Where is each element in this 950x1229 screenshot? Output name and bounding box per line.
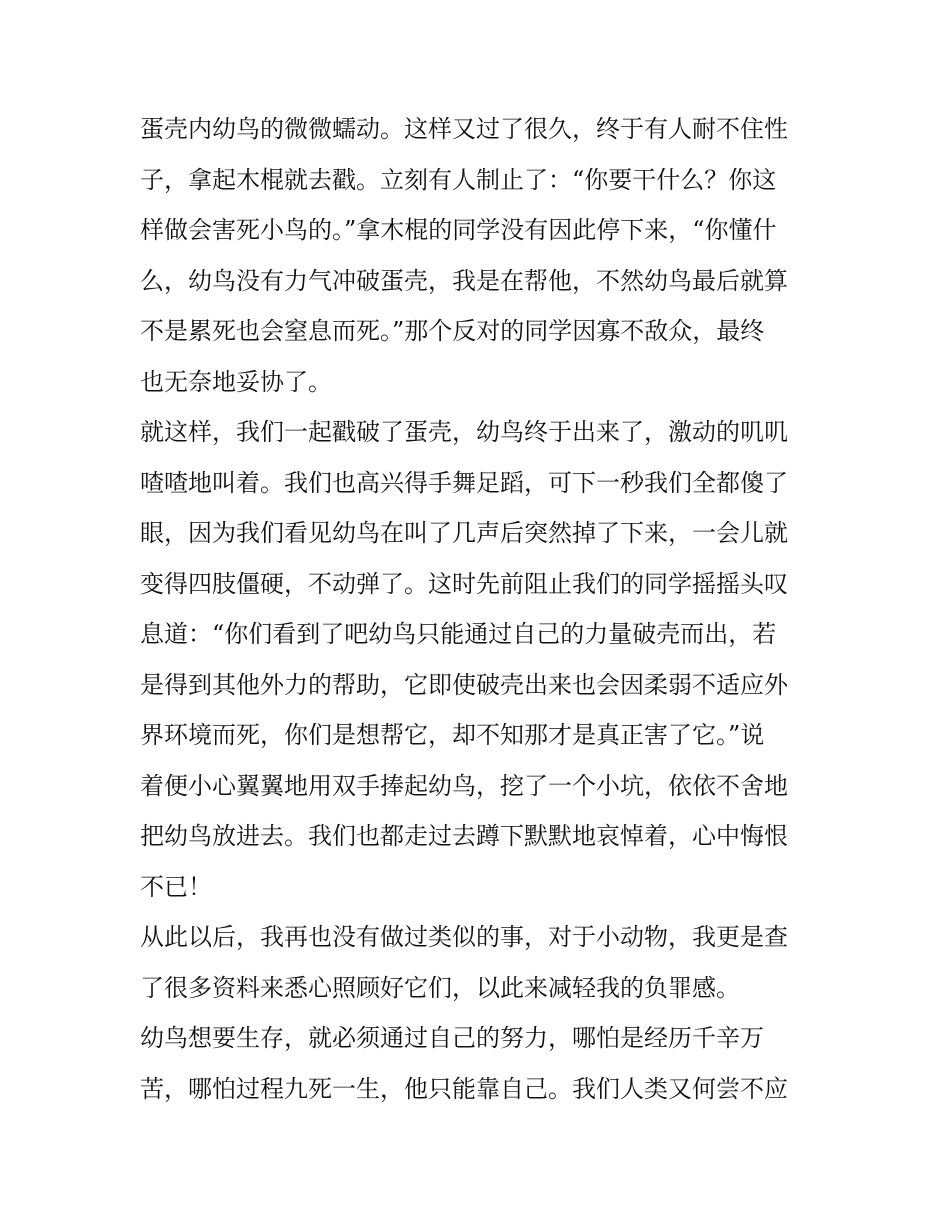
text-line: 苦，哪怕过程九死一生，他只能靠自己。我们人类又何尝不应	[140, 1074, 788, 1103]
text-line: 从此以后，我再也没有做过类似的事，对于小动物，我更是查	[140, 923, 788, 951]
text-line: 是得到其他外力的帮助，它即使破壳出来也会因柔弱不适应外	[140, 670, 788, 699]
text-line: 不是累死也会窒息而死。”那个反对的同学因寡不敌众，最终	[140, 317, 765, 345]
text-line: 就这样，我们一起戳破了蛋壳，幼鸟终于出来了，激动的叽叽	[140, 418, 788, 446]
text-line: 样做会害死小鸟的。”拿木棍的同学没有因此停下来，“你懂什	[140, 216, 777, 244]
text-line: 变得四肢僵硬，不动弹了。这时先前阻止我们的同学摇摇头叹	[140, 569, 788, 598]
text-line: 把幼鸟放进去。我们也都走过去蹲下默默地哀悼着，心中悔恨	[140, 822, 788, 850]
text-line: 子，拿起木棍就去戳。立刻有人制止了：“你要干什么？你这	[140, 165, 777, 194]
text-line: 喳喳地叫着。我们也高兴得手舞足蹈，可下一秒我们全都傻了	[140, 468, 788, 497]
text-line: 着便小心翼翼地用双手捧起幼鸟，挖了一个小坑，依依不舍地	[140, 771, 788, 800]
body-text	[140, 104, 820, 1114]
text-line: 么，幼鸟没有力气冲破蛋壳，我是在帮他，不然幼鸟最后就算	[140, 266, 788, 295]
text-line: 蛋壳内幼鸟的微微蠕动。这样又过了很久，终于有人耐不住性	[140, 115, 788, 143]
text-line: 了很多资料来悉心照顾好它们，以此来减轻我的负罪感。	[140, 973, 740, 1002]
text-line: 不已！	[140, 872, 212, 901]
text-line: 息道：“你们看到了吧幼鸟只能通过自己的力量破壳而出，若	[140, 620, 777, 648]
text-line: 也无奈地妥协了。	[140, 367, 332, 396]
text-line: 幼鸟想要生存，就必须通过自己的努力，哪怕是经历千辛万	[140, 1024, 764, 1052]
text-line: 界环境而死，你们是想帮它，却不知那才是真正害了它。”说	[140, 721, 765, 749]
text-line: 眼，因为我们看见幼鸟在叫了几声后突然掉了下来，一会儿就	[140, 519, 788, 547]
